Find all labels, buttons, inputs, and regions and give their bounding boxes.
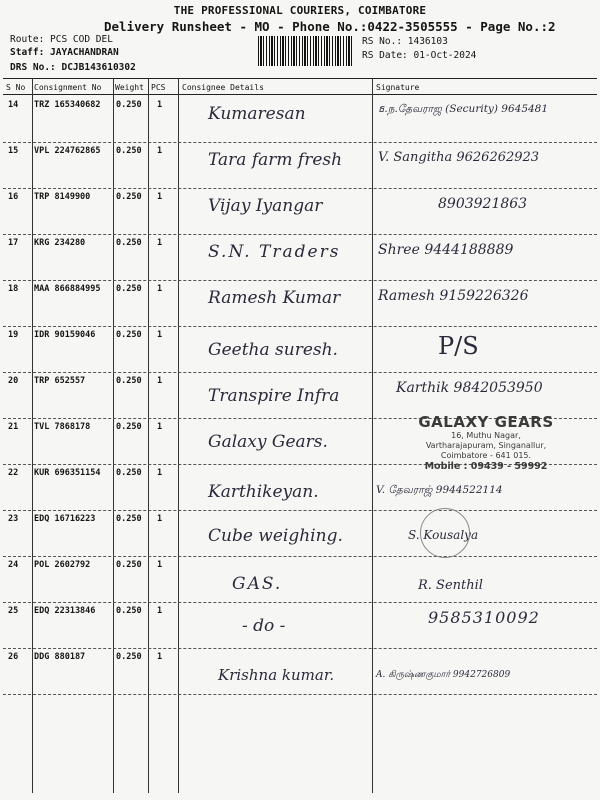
row-consignment: KRG 234280 <box>34 238 86 248</box>
row-sno: 15 <box>8 146 19 156</box>
row-weight: 0.250 <box>116 146 142 156</box>
drs-number: DRS No.: DCJB143610302 <box>10 62 136 73</box>
runsheet-subtitle: Delivery Runsheet - MO - Phone No.:0422-3505555 - Page No.:2 <box>104 19 556 34</box>
row-pcs: 1 <box>157 422 163 432</box>
row-signature: R. Senthil <box>418 578 483 593</box>
row-consignment: TRP 8149900 <box>34 192 91 202</box>
row-consignee: Ramesh Kumar <box>208 288 341 308</box>
row-pcs: 1 <box>157 514 163 524</box>
row-consignee: Karthikeyan. <box>208 482 319 502</box>
row-consignment: DDG 880187 <box>34 652 86 662</box>
row-signature: ธ.ந.தேவராஜ (Security) 9645481 <box>378 103 549 115</box>
header-bottom-border <box>3 94 597 95</box>
row-consignment: POL 2602792 <box>34 560 91 570</box>
row-weight: 0.250 <box>116 652 142 662</box>
row-signature: 9585310092 <box>428 608 540 627</box>
rs-date: RS Date: 01-Oct-2024 <box>362 50 477 61</box>
row-consignment: TVL 7868178 <box>34 422 91 432</box>
row-sno: 16 <box>8 192 19 202</box>
row-weight: 0.250 <box>116 284 142 294</box>
row-sno: 21 <box>8 422 19 432</box>
rs-number: RS No.: 1436103 <box>362 36 448 47</box>
row-separator <box>3 694 597 695</box>
row-pcs: 1 <box>157 192 163 202</box>
row-signature: 8903921863 <box>438 196 528 212</box>
row-consignee: Galaxy Gears. <box>208 432 328 452</box>
row-sno: 17 <box>8 238 19 248</box>
company-title: THE PROFESSIONAL COURIERS, COIMBATORE <box>173 4 427 17</box>
stamp-address-line: Vartharajapuram, Singanallur, <box>425 441 547 450</box>
table-row <box>0 142 600 188</box>
table-row <box>0 372 600 418</box>
table-row <box>0 510 600 556</box>
row-pcs: 1 <box>157 560 163 570</box>
table-row <box>0 648 600 694</box>
row-consignee: Kumaresan <box>208 104 306 124</box>
row-pcs: 1 <box>157 606 163 616</box>
route-label: Route: PCS COD DEL <box>10 34 113 45</box>
table-row <box>0 602 600 648</box>
row-weight: 0.250 <box>116 514 142 524</box>
table-row <box>0 234 600 280</box>
col-header-signature: Signature <box>376 83 420 92</box>
row-consignment: TRZ 165340682 <box>34 100 101 110</box>
row-consignee: Tara farm fresh <box>208 150 343 170</box>
row-pcs: 1 <box>157 376 163 386</box>
row-sno: 14 <box>8 100 19 110</box>
row-consignment: EDQ 16716223 <box>34 514 96 524</box>
row-consignment: TRP 652557 <box>34 376 86 386</box>
row-sno: 20 <box>8 376 19 386</box>
row-consignment: VPL 224762865 <box>34 146 101 156</box>
row-consignment: EDQ 22313846 <box>34 606 96 616</box>
row-signature: A. கிருஷ்ணகுமார் 9942726809 <box>376 670 511 680</box>
col-header-pcs: PCS <box>151 83 166 92</box>
table-top-border <box>3 78 597 79</box>
row-pcs: 1 <box>157 330 163 340</box>
row-weight: 0.250 <box>116 376 142 386</box>
row-weight: 0.250 <box>116 238 142 248</box>
staff-label: Staff: JAYACHANDRAN <box>10 47 119 58</box>
table-row <box>0 188 600 234</box>
row-pcs: 1 <box>157 652 163 662</box>
row-weight: 0.250 <box>116 560 142 570</box>
row-sno: 18 <box>8 284 19 294</box>
row-consignee: Krishna kumar. <box>218 666 335 684</box>
row-signature: S. Kousalya <box>408 528 479 542</box>
row-weight: 0.250 <box>116 192 142 202</box>
col-header-sno: S No <box>6 83 26 92</box>
row-signature: Shree 9444188889 <box>378 242 514 258</box>
barcode <box>258 36 354 66</box>
row-sno: 26 <box>8 652 19 662</box>
stamp-mobile: Mobile : 09439 - 59992 <box>424 461 548 472</box>
col-header-consignment: Consignment No <box>34 83 102 92</box>
row-consignment: IDR 90159046 <box>34 330 96 340</box>
row-consignee: GAS. <box>232 574 283 594</box>
row-signature: Karthik 9842053950 <box>396 380 543 396</box>
row-consignee: S.N. Traders <box>208 242 341 262</box>
table-row <box>0 326 600 372</box>
row-consignee: - do - <box>242 616 286 636</box>
row-pcs: 1 <box>157 468 163 478</box>
row-weight: 0.250 <box>116 100 142 110</box>
row-signature: P/S <box>438 332 479 360</box>
round-seal-icon <box>420 508 470 558</box>
stamp-name: GALAXY GEARS <box>418 413 554 431</box>
row-signature: Ramesh 9159226326 <box>378 288 529 304</box>
row-weight: 0.250 <box>116 422 142 432</box>
row-consignee: Geetha suresh. <box>208 340 338 360</box>
stamp-address-line: 16, Muthu Nagar, <box>451 431 521 440</box>
row-pcs: 1 <box>157 238 163 248</box>
company-stamp <box>398 413 574 475</box>
table-row <box>0 280 600 326</box>
row-consignee: Cube weighing. <box>208 526 343 546</box>
row-weight: 0.250 <box>116 468 142 478</box>
row-consignment: MAA 866884995 <box>34 284 101 294</box>
row-signature: V. தேவராஜ் 9944522114 <box>376 484 503 496</box>
row-pcs: 1 <box>157 100 163 110</box>
row-sno: 23 <box>8 514 19 524</box>
row-sno: 19 <box>8 330 19 340</box>
col-header-consignee: Consignee Details <box>182 83 264 92</box>
row-signature: V. Sangitha 9626262923 <box>378 150 540 165</box>
table-row <box>0 556 600 602</box>
row-pcs: 1 <box>157 284 163 294</box>
stamp-address-line: Coimbatore - 641 015. <box>440 451 532 460</box>
row-sno: 22 <box>8 468 19 478</box>
row-sno: 25 <box>8 606 19 616</box>
row-consignment: KUR 696351154 <box>34 468 101 478</box>
row-weight: 0.250 <box>116 606 142 616</box>
row-pcs: 1 <box>157 146 163 156</box>
row-weight: 0.250 <box>116 330 142 340</box>
row-consignee: Vijay Iyangar <box>208 196 323 216</box>
row-sno: 24 <box>8 560 19 570</box>
row-consignee: Transpire Infra <box>208 386 340 406</box>
col-header-weight: Weight <box>115 83 144 92</box>
table-row <box>0 96 600 142</box>
